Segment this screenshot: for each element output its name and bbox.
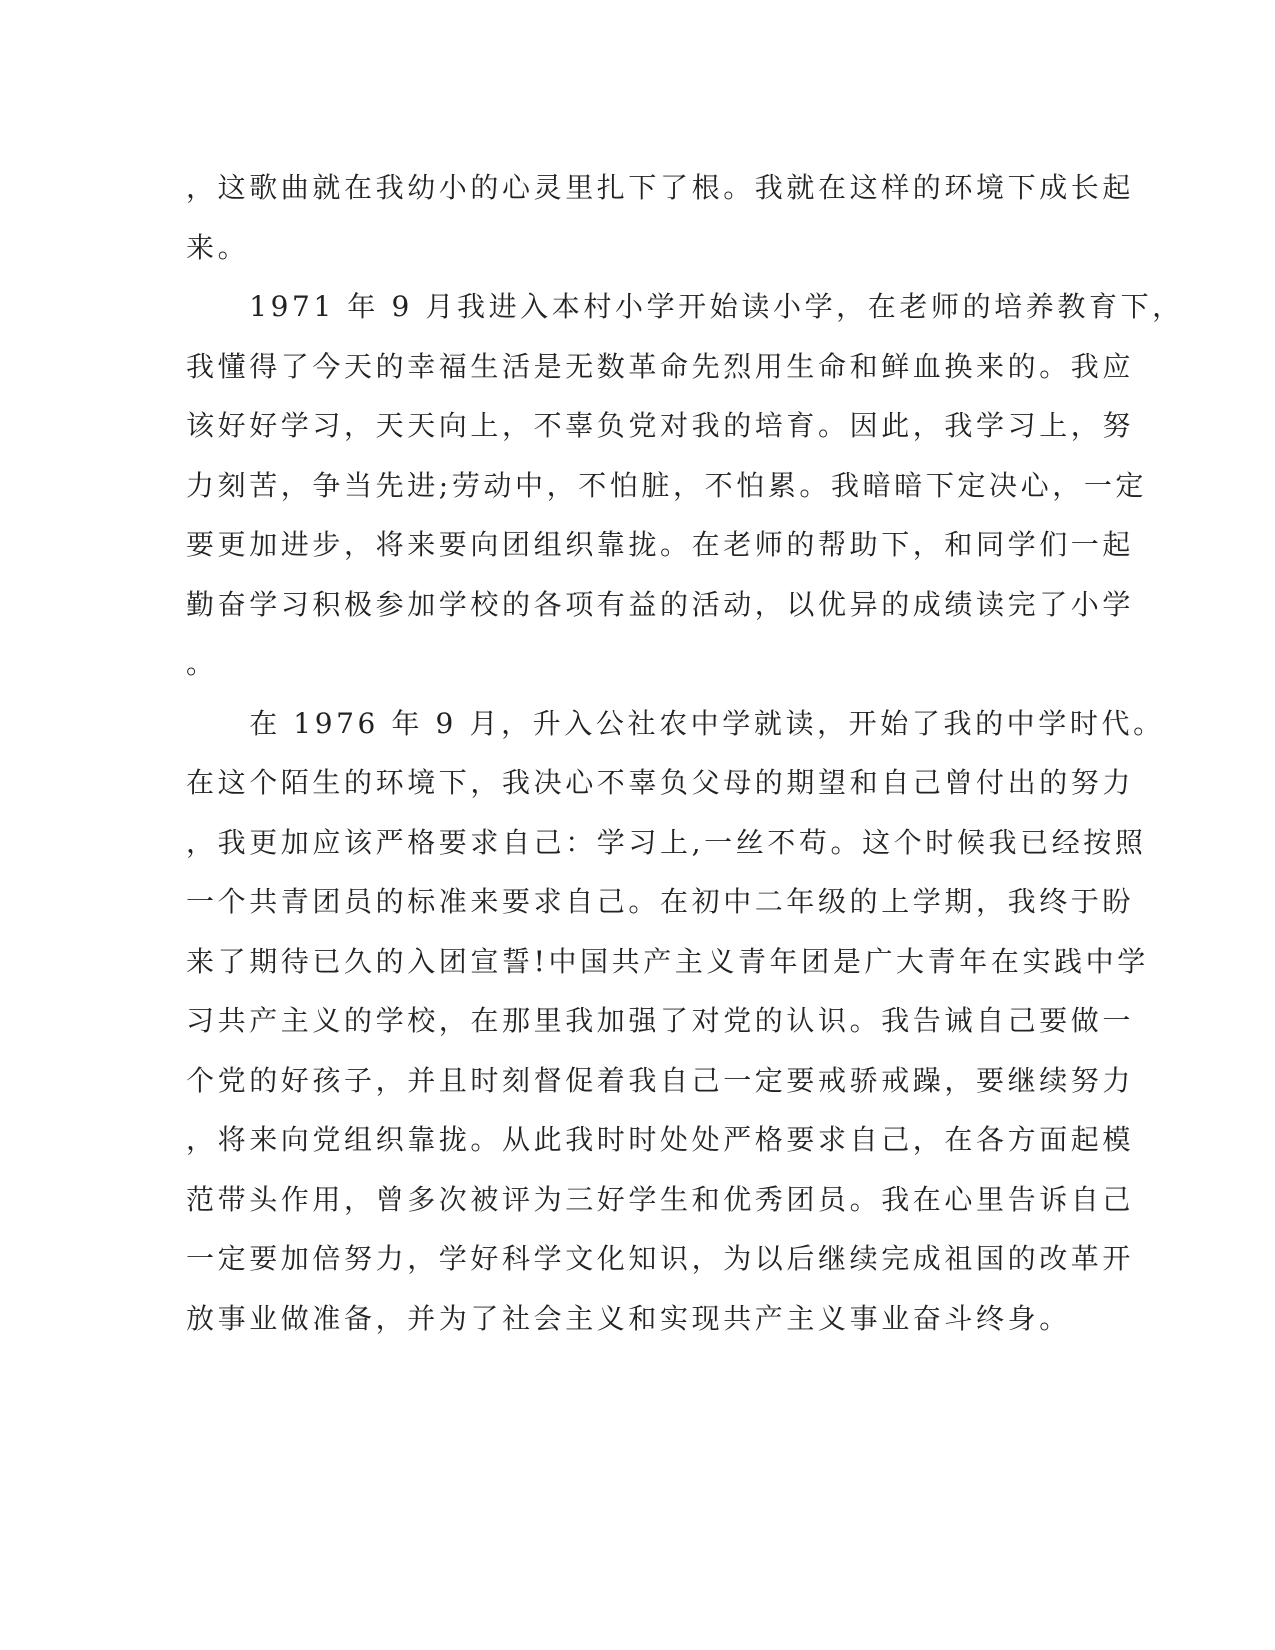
- text-line: 习共产主义的学校，在那里我加强了对党的认识。我告诫自己要做一: [186, 1004, 1135, 1037]
- text-line: 要更加进步，将来要向团组织靠拢。在老师的帮助下，和同学们一起: [186, 528, 1135, 561]
- text-line: 我懂得了今天的幸福生活是无数革命先烈用生命和鲜血换来的。我应: [186, 349, 1135, 383]
- text-line: 范带头作用，曾多次被评为三好学生和优秀团员。我在心里告诉自己: [186, 1182, 1135, 1216]
- text-line: 来。: [186, 230, 250, 264]
- text-line: 一定要加倍努力，学好科学文化知识，为以后继续完成祖国的改革开: [186, 1242, 1135, 1275]
- text-line: 该好好学习，天天向上，不辜负党对我的培育。因此，我学习上，努: [186, 409, 1135, 442]
- text-line: 在 1976 年 9 月，升入公社农中学就读，开始了我的中学时代。: [186, 706, 1165, 740]
- text-line: 。: [186, 647, 218, 680]
- text-line: 力刻苦，争当先进;劳动中，不怕脏，不怕累。我暗暗下定决心，一定: [186, 468, 1148, 502]
- body-text: [186, 158, 1184, 1348]
- text-line: 来了期待已久的入团宣誓!中国共产主义青年团是广大青年在实践中学: [186, 944, 1149, 978]
- text-line: ，这歌曲就在我幼小的心灵里扎下了根。我就在这样的环境下成长起: [186, 171, 1135, 204]
- text-line: 个党的好孩子，并且时刻督促着我自己一定要戒骄戒躁，要继续努力: [186, 1063, 1135, 1097]
- text-line: 在这个陌生的环境下，我决心不辜负父母的期望和自己曾付出的努力: [186, 766, 1135, 799]
- text-line: ，将来向党组织靠拢。从此我时时处处严格要求自己，在各方面起模: [186, 1123, 1135, 1156]
- text-line: 勤奋学习积极参加学校的各项有益的活动，以优异的成绩读完了小学: [186, 587, 1135, 621]
- text-line: ，我更加应该严格要求自己：学习上,一丝不苟。这个时候我已经按照: [186, 825, 1147, 859]
- text-line: 放事业做准备，并为了社会主义和实现共产主义事业奋斗终身。: [186, 1301, 1071, 1335]
- text-line: 1971 年 9 月我进入本村小学开始读小学，在老师的培养教育下，: [186, 290, 1184, 323]
- text-line: 一个共青团员的标准来要求自己。在初中二年级的上学期，我终于盼: [186, 885, 1135, 918]
